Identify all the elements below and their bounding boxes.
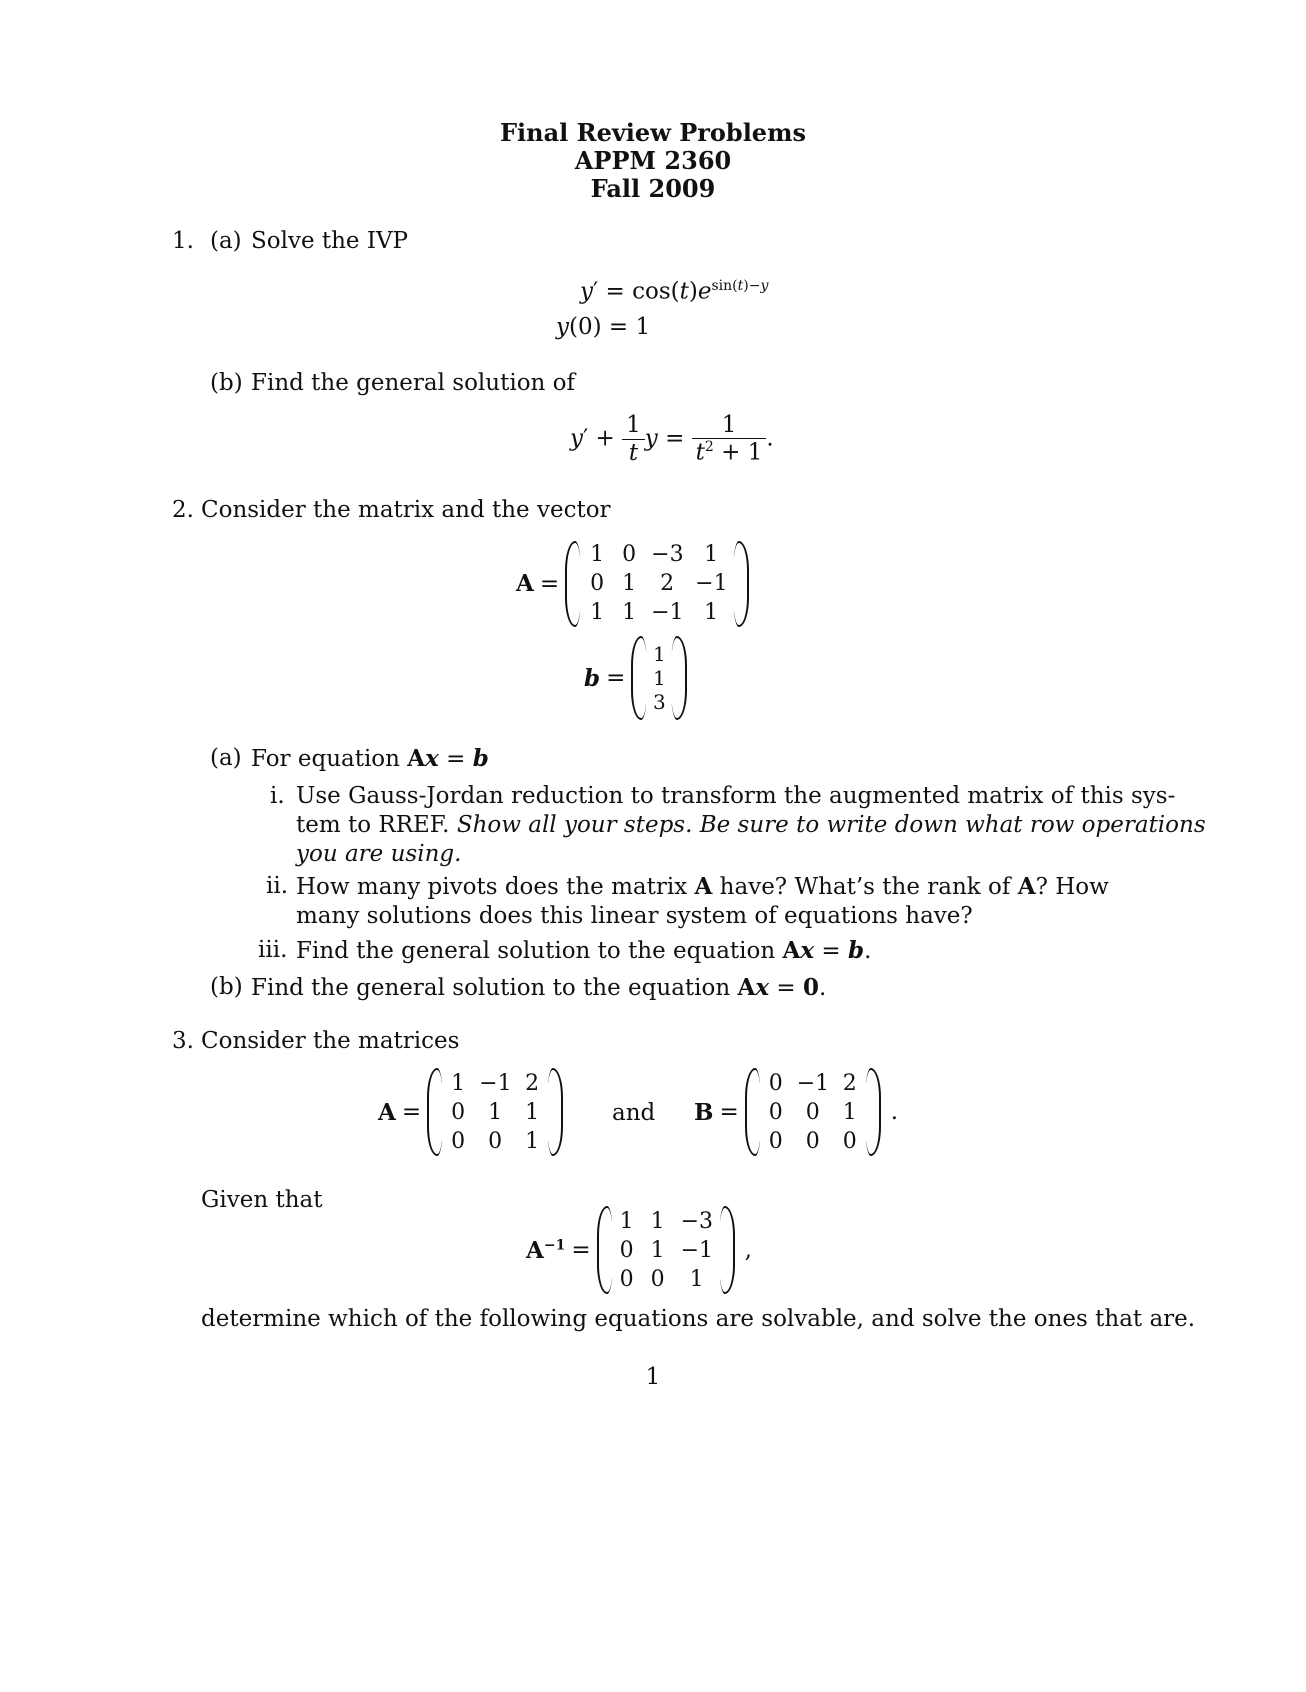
item-i-line2	[296, 812, 1206, 838]
problem-3-closing: determine which of the following equations are solvable, and solve the ones that are.	[201, 1306, 1196, 1332]
matrix-entry: 1	[488, 1099, 503, 1125]
matrix-entry: 1	[525, 1099, 540, 1125]
matrix-entry: −1	[695, 571, 728, 596]
matrix-A-label: A	[516, 570, 534, 597]
problem-2-number: 2.	[172, 497, 194, 523]
item-i-italic1: Show all your steps. Be sure to write down what row operations	[456, 812, 1206, 838]
vector-entry: 1	[653, 642, 666, 666]
item-ii-text3: ? How	[1035, 874, 1109, 900]
matrix-entry: 0	[768, 1099, 783, 1125]
matrix-entry: −1	[680, 1237, 714, 1263]
matrix-A-inverse: $A^{-1}$ = 1 1 −3 0 1 −1 0 0 1 ,	[526, 1206, 752, 1294]
matrix-entry: 0	[650, 1266, 665, 1292]
matrix-entry: 0	[488, 1128, 503, 1154]
problem-1b-label: (b)	[210, 370, 243, 396]
problem-2a-text: For equation	[251, 746, 400, 772]
item-i-line3: you are using.	[296, 841, 462, 867]
matrix-entry: 1	[451, 1070, 466, 1096]
problem-2b-line: Find the general solution to the equation Ax = 0.	[251, 974, 827, 1001]
matrix-entry: 0	[590, 571, 605, 596]
matrix-entry: 1	[704, 542, 719, 567]
problem-2a-line: For equation Ax = b	[251, 745, 489, 772]
matrix-entry: 1	[525, 1128, 540, 1154]
matrix-entry: 0	[619, 1266, 634, 1292]
matrix-A-entries	[581, 540, 733, 627]
matrix-B-3: B = 0 −1 2 0 0 1 0 0 0 .	[694, 1068, 898, 1156]
matrix-entry: 0	[451, 1128, 466, 1154]
vector-entry: 1	[653, 666, 666, 690]
linear-ode-equation: y′ + $\frac{1}{t}$ y = $\frac{1}{t^2 + 1}$ .	[570, 412, 774, 467]
vector-b: b = 1 1 3	[584, 636, 687, 720]
matrix-entry: 1	[622, 600, 637, 625]
problem-1-number: 1.	[172, 228, 194, 254]
matrix-entry: 0	[842, 1128, 857, 1154]
vector-b-label: b	[584, 664, 601, 692]
matrix-entry: −3	[651, 542, 684, 567]
matrix-entry: 0	[622, 542, 637, 567]
problem-1a-label: (a)	[210, 228, 242, 254]
item-ii-text1: How many pivots does the matrix	[296, 874, 688, 900]
matrix-entry: 0	[768, 1070, 783, 1096]
problem-1a-text: Solve the IVP	[251, 228, 409, 254]
problem-2b-text: Find the general solution to the equation	[251, 975, 731, 1001]
page-number: 1	[645, 1364, 661, 1390]
matrix-entry: 2	[842, 1070, 857, 1096]
matrix-entry: 2	[525, 1070, 540, 1096]
problem-3-number: 3.	[172, 1028, 194, 1054]
matrix-entry: 0	[805, 1128, 820, 1154]
matrix-A-2: A = 1 0 −3 1 0 1 2 −1 1 1 −1 1	[516, 540, 749, 627]
matrix-B-label: B	[694, 1098, 714, 1126]
item-ii-label: ii.	[266, 873, 289, 899]
matrix-entry: 1	[619, 1208, 634, 1234]
matrix-entry: −1	[479, 1070, 512, 1096]
item-iii-label: iii.	[258, 937, 288, 963]
matrix-entry: 1	[650, 1208, 665, 1234]
matrix-entry: 1	[590, 600, 605, 625]
matrix-entry: −3	[680, 1208, 714, 1234]
matrix-entry: 1	[842, 1099, 857, 1125]
item-ii-text2: have? What’s the rank of	[719, 874, 1011, 900]
term: Fall 2009	[590, 174, 716, 203]
matrix-entry: 0	[768, 1128, 783, 1154]
problem-3-intro: Consider the matrices	[201, 1028, 460, 1054]
vector-entry: 3	[653, 690, 666, 714]
problem-1b-text: Find the general solution of	[251, 370, 576, 396]
matrix-entry: −1	[796, 1070, 830, 1096]
matrix-entry: 1	[650, 1237, 665, 1263]
course-code: APPM 2360	[574, 146, 732, 175]
item-ii-line1: How many pivots does the matrix A have? What’s the rank of A? How	[296, 873, 1109, 900]
and-word: and	[612, 1100, 656, 1126]
problem-2-intro: Consider the matrix and the vector	[201, 497, 611, 523]
matrix-entry: −1	[651, 600, 684, 625]
item-ii-line2: many solutions does this linear system of equations have?	[296, 903, 973, 929]
matrix-entry: 0	[619, 1237, 634, 1263]
matrix-A-3: A = 1 −1 2 0 1 1 0 0 1	[378, 1068, 563, 1156]
matrix-entry: 2	[660, 571, 675, 596]
item-i-line1: Use Gauss-Jordan reduction to transform the augmented matrix of this sys-	[296, 783, 1176, 809]
matrix-entry: 1	[622, 571, 637, 596]
problem-2a-label: (a)	[210, 745, 242, 771]
item-i-label: i.	[270, 783, 285, 809]
doc-title: Final Review Problems	[500, 118, 806, 147]
matrix-entry: 0	[451, 1099, 466, 1125]
item-iii-line: Find the general solution to the equation Ax = b.	[296, 937, 872, 964]
item-iii-text: Find the general solution to the equation	[296, 938, 776, 964]
matrix-entry: 1	[590, 542, 605, 567]
given-that: Given that	[201, 1187, 323, 1213]
ivp-initial-condition: y(0) = 1	[556, 314, 651, 340]
matrix-entry: 1	[704, 600, 719, 625]
matrix-entry: 0	[805, 1099, 820, 1125]
ivp-equation: $y' = \cos(t)e^{sin(t)-y}$	[580, 278, 769, 305]
item-i-text2: tem to RREF.	[296, 812, 450, 838]
problem-2b-label: (b)	[210, 974, 243, 1000]
matrix-entry: 1	[689, 1266, 704, 1292]
